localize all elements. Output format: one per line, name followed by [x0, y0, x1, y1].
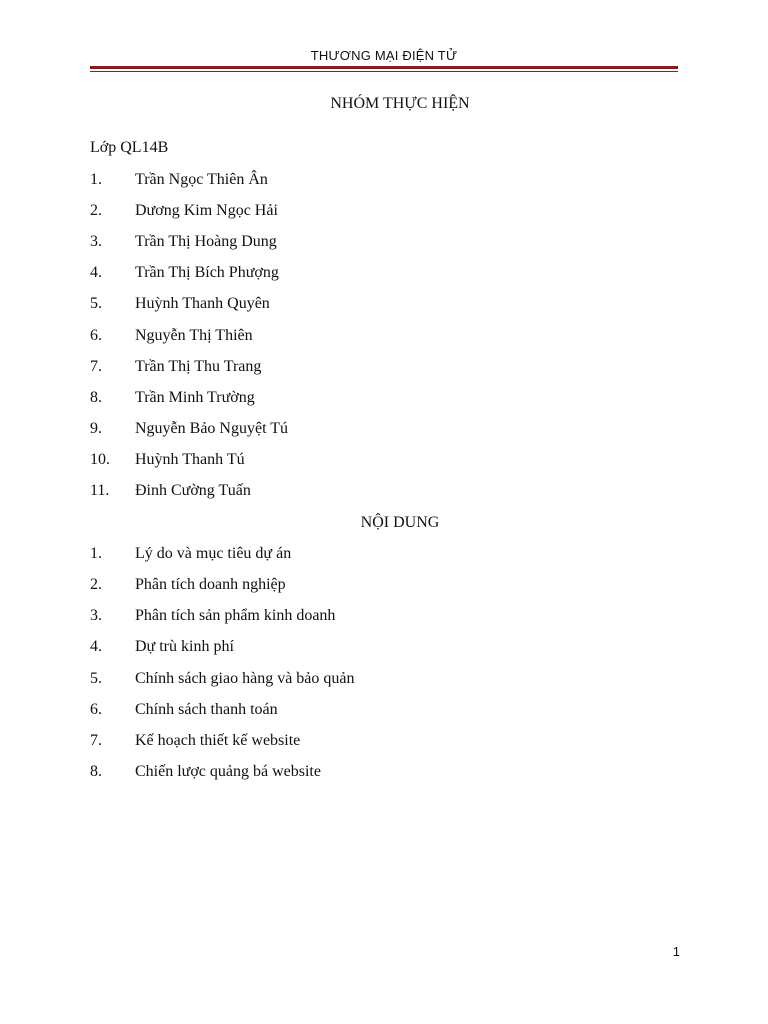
member-item: [90, 451, 245, 469]
member-item: [90, 264, 279, 282]
content-item: [90, 670, 355, 688]
header-rule-thick: [90, 66, 678, 69]
content-item: [90, 763, 321, 781]
member-number: 3.: [90, 233, 102, 250]
member-number: 10.: [90, 451, 110, 468]
content-text: Lý do và mục tiêu dự án: [135, 545, 292, 562]
content-text: Chiến lược quảng bá website: [135, 763, 321, 780]
member-name: Đinh Cường Tuấn: [135, 482, 251, 499]
content-item: [90, 545, 291, 563]
member-name: Trần Minh Trường: [135, 389, 255, 406]
member-item: [90, 295, 270, 313]
member-name: Trần Thị Bích Phượng: [135, 264, 279, 281]
member-number: 11.: [90, 482, 110, 499]
member-name: Nguyễn Bảo Nguyệt Tú: [135, 420, 289, 437]
member-item: [90, 482, 251, 500]
member-item: [90, 389, 255, 407]
member-name: Nguyễn Thị Thiên: [135, 327, 253, 344]
content-item: [90, 576, 286, 594]
content-item: [90, 732, 300, 750]
member-number: 6.: [90, 327, 102, 344]
content-number: 6.: [90, 701, 102, 718]
header-rule-thin: [90, 71, 678, 72]
member-item: [90, 233, 277, 251]
member-number: 4.: [90, 264, 102, 281]
member-name: Trần Ngọc Thiên Ân: [135, 171, 268, 188]
content-item: [90, 701, 278, 719]
member-number: 9.: [90, 420, 102, 437]
content-number: 1.: [90, 545, 102, 562]
member-number: 2.: [90, 202, 102, 219]
content-number: 8.: [90, 763, 102, 780]
member-number: 8.: [90, 389, 102, 406]
member-item: [90, 358, 261, 376]
page-number: 1: [672, 944, 680, 959]
member-name: Huỳnh Thanh Quyên: [135, 295, 270, 312]
member-item: [90, 202, 278, 220]
content-number: 3.: [90, 607, 102, 624]
document-header: THƯƠNG MẠI ĐIỆN TỬ: [310, 48, 458, 63]
content-text: Phân tích doanh nghiệp: [135, 576, 286, 593]
content-number: 2.: [90, 576, 102, 593]
member-item: [90, 420, 288, 438]
member-name: Dương Kim Ngọc Hải: [135, 202, 278, 219]
content-text: Phân tích sản phẩm kinh doanh: [135, 607, 336, 624]
class-label: Lớp QL14B: [90, 139, 169, 156]
member-item: [90, 327, 253, 345]
content-text: Dự trù kinh phí: [135, 638, 234, 655]
content-item: [90, 607, 335, 625]
content-number: 5.: [90, 670, 102, 687]
member-name: Huỳnh Thanh Tú: [135, 451, 245, 468]
content-number: 4.: [90, 638, 102, 655]
member-number: 5.: [90, 295, 102, 312]
content-text: Kế hoạch thiết kế website: [135, 732, 301, 749]
member-item: [90, 171, 268, 189]
group-heading: NHÓM THỰC HIỆN: [330, 95, 470, 112]
content-text: Chính sách giao hàng và bảo quản: [135, 670, 355, 687]
content-text: Chính sách thanh toán: [135, 701, 278, 718]
member-number: 7.: [90, 358, 102, 375]
content-item: [90, 638, 234, 656]
member-name: Trần Thị Thu Trang: [135, 358, 262, 375]
member-name: Trần Thị Hoàng Dung: [135, 233, 277, 250]
member-number: 1.: [90, 171, 102, 188]
content-heading: NỘI DUNG: [360, 514, 440, 531]
content-number: 7.: [90, 732, 102, 749]
